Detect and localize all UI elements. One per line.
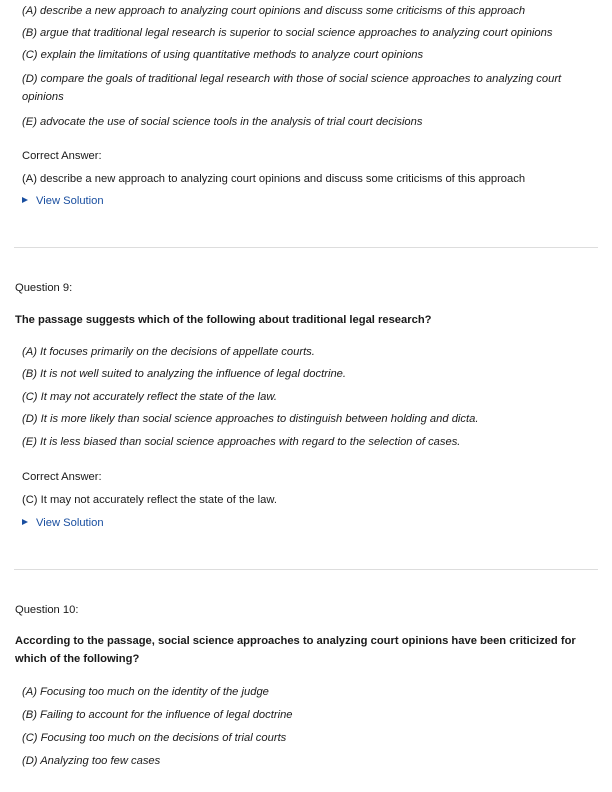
q9-option-e[interactable]: (E) It is less biased than social science approaches with regard to the selection of cases. [22, 436, 461, 448]
q9-title: Question 9: [15, 282, 73, 294]
q10-stem: According to the passage, social science approaches to analyzing court opinions have been criticized for which of the following? [15, 635, 576, 665]
view-solution-label: View Solution [36, 517, 104, 529]
q9-option-c[interactable]: (C) It may not accurately reflect the state of the law. [22, 391, 277, 403]
q9-option-b[interactable]: (B) It is not well suited to analyzing the influence of legal doctrine. [22, 368, 346, 380]
q8-option-a[interactable]: (A) describe a new approach to analyzing court opinions and discuss some criticisms of this approach [22, 5, 526, 17]
q8-option-d[interactable]: (D) compare the goals of traditional legal research with those of social science approaches to analyzing court opinions [22, 73, 562, 103]
q10-title: Question 10: [15, 604, 79, 616]
q8-view-solution-toggle[interactable] [22, 193, 104, 209]
q9-correct-answer-label: Correct Answer: [22, 471, 102, 483]
expand-triangle-icon [22, 197, 28, 203]
q9-view-solution-toggle[interactable] [22, 515, 104, 531]
section-divider [14, 569, 598, 570]
q8-correct-answer-text: (A) describe a new approach to analyzing court opinions and discuss some criticisms of this approach [22, 173, 526, 185]
section-divider [14, 247, 598, 248]
view-solution-label: View Solution [36, 195, 104, 207]
q10-option-c[interactable]: (C) Focusing too much on the decisions of trial courts [22, 732, 287, 744]
expand-triangle-icon [22, 519, 28, 525]
q10-option-b[interactable]: (B) Failing to account for the influence of legal doctrine [22, 709, 293, 721]
q8-correct-answer-label: Correct Answer: [22, 150, 102, 162]
q10-option-d[interactable]: (D) Analyzing too few cases [22, 755, 161, 767]
q9-correct-answer-text: (C) It may not accurately reflect the state of the law. [22, 494, 277, 506]
q8-option-b[interactable]: (B) argue that traditional legal research is superior to social science approaches to analyzing court opinions [22, 27, 553, 39]
q9-stem: The passage suggests which of the following about traditional legal research? [15, 314, 432, 326]
q10-option-a[interactable]: (A) Focusing too much on the identity of the judge [22, 686, 269, 698]
q8-option-e[interactable]: (E) advocate the use of social science tools in the analysis of trial court decisions [22, 116, 423, 128]
q9-option-a[interactable]: (A) It focuses primarily on the decisions of appellate courts. [22, 346, 315, 358]
q9-option-d[interactable]: (D) It is more likely than social science approaches to distinguish between holding and dicta. [22, 413, 479, 425]
q8-option-c[interactable]: (C) explain the limitations of using quantitative methods to analyze court opinions [22, 49, 424, 61]
